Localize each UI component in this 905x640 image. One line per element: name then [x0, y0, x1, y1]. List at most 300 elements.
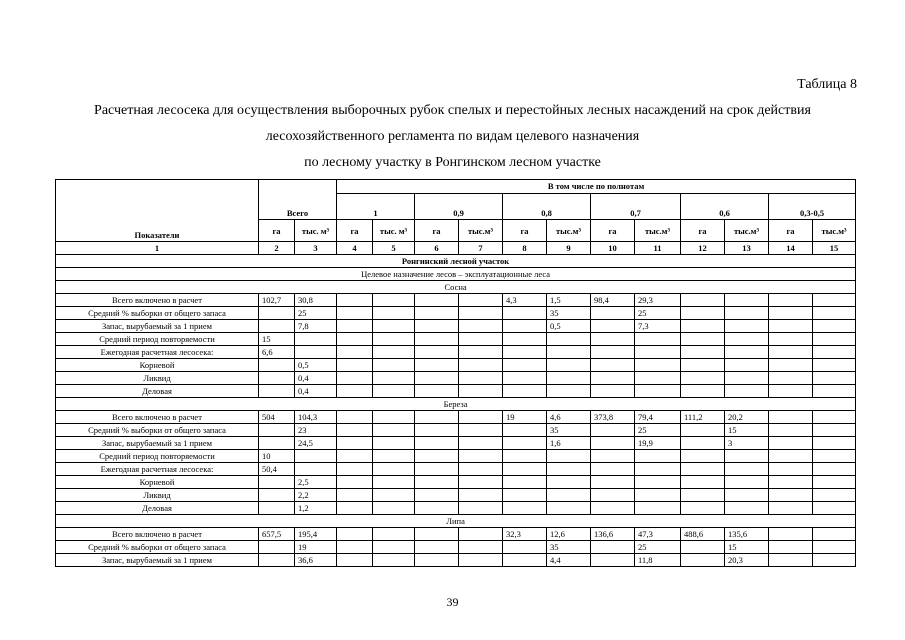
- table-cell: 2,2: [295, 489, 337, 502]
- table-cell: [415, 554, 459, 567]
- table-cell: [725, 489, 769, 502]
- header-indicators: Показатели: [56, 180, 259, 242]
- table-cell: [259, 476, 295, 489]
- column-number: 4: [337, 242, 373, 255]
- table-cell: [769, 294, 813, 307]
- section-title-row-label: Ронгинский лесной участок: [56, 255, 856, 268]
- table-cell: [373, 346, 415, 359]
- table-cell: [337, 450, 373, 463]
- header-density: 0,3-0,5: [769, 194, 856, 220]
- table-cell: 136,6: [591, 528, 635, 541]
- table-cell: 23: [295, 424, 337, 437]
- table-cell: [547, 450, 591, 463]
- species-row-sosna: [56, 281, 856, 294]
- table-cell: [337, 385, 373, 398]
- table-cell: [373, 411, 415, 424]
- table-cell: [415, 541, 459, 554]
- table-cell: [635, 385, 681, 398]
- table-cell: [813, 489, 856, 502]
- table-cell: [503, 476, 547, 489]
- table-cell: [459, 294, 503, 307]
- table-cell: [415, 450, 459, 463]
- table-cell: [415, 424, 459, 437]
- table-cell: [373, 554, 415, 567]
- table-cell: [415, 294, 459, 307]
- table-cell: [547, 385, 591, 398]
- column-number: 5: [373, 242, 415, 255]
- table-title-line-3: по лесному участку в Ронгинском лесном участке: [304, 155, 601, 170]
- table-cell: [681, 476, 725, 489]
- table-cell: [591, 307, 635, 320]
- table-cell: [547, 463, 591, 476]
- table-row: [56, 554, 856, 567]
- table-cell: [373, 541, 415, 554]
- table-cell: [373, 463, 415, 476]
- table-cell: [459, 385, 503, 398]
- table-row: [56, 541, 856, 554]
- section-title-row: [56, 255, 856, 268]
- table-cell: [459, 554, 503, 567]
- table-cell: [415, 346, 459, 359]
- table-cell: [681, 294, 725, 307]
- table-row: [56, 411, 856, 424]
- table-cell: [635, 463, 681, 476]
- table-cell: [459, 424, 503, 437]
- species-row-sosna-label: Сосна: [56, 281, 856, 294]
- table-cell: [259, 320, 295, 333]
- table-cell: [415, 489, 459, 502]
- table-cell: 111,2: [681, 411, 725, 424]
- table-cell: [725, 307, 769, 320]
- table-cell: [769, 307, 813, 320]
- header-unit: тыс.м³: [725, 220, 769, 242]
- species-row-bereza-label: Береза: [56, 398, 856, 411]
- table-cell: [591, 346, 635, 359]
- table-cell: [635, 333, 681, 346]
- table-row: [56, 346, 856, 359]
- table-cell: [681, 554, 725, 567]
- table-cell: [591, 424, 635, 437]
- table-cell: [813, 541, 856, 554]
- table-cell: [415, 385, 459, 398]
- table-cell: 4,3: [503, 294, 547, 307]
- row-label: Ежегодная расчетная лесосека:: [56, 463, 259, 476]
- table-cell: [813, 307, 856, 320]
- table-cell: 488,6: [681, 528, 725, 541]
- table-cell: 36,6: [295, 554, 337, 567]
- table-cell: 19,9: [635, 437, 681, 450]
- species-row-bereza: [56, 398, 856, 411]
- table-cell: [769, 359, 813, 372]
- header-by-density: В том числе по полнотам: [337, 180, 856, 194]
- table-cell: 20,2: [725, 411, 769, 424]
- table-cell: [681, 541, 725, 554]
- column-number: 15: [813, 242, 856, 255]
- table-cell: [813, 554, 856, 567]
- table-cell: [373, 424, 415, 437]
- table-cell: [769, 476, 813, 489]
- table-cell: [337, 333, 373, 346]
- column-number: 6: [415, 242, 459, 255]
- header-unit: тыс.м³: [547, 220, 591, 242]
- table-cell: 19: [295, 541, 337, 554]
- allowable-cut-table: [55, 179, 856, 567]
- table-cell: [591, 437, 635, 450]
- table-cell: [725, 450, 769, 463]
- page-number: 39: [446, 595, 459, 609]
- table-cell: [547, 359, 591, 372]
- table-cell: [681, 450, 725, 463]
- table-cell: [259, 424, 295, 437]
- table-cell: [503, 346, 547, 359]
- table-cell: [337, 476, 373, 489]
- table-cell: 79,4: [635, 411, 681, 424]
- table-cell: [547, 372, 591, 385]
- header-density: 0,8: [503, 194, 591, 220]
- table-cell: [591, 359, 635, 372]
- header-unit: га: [591, 220, 635, 242]
- table-cell: [503, 333, 547, 346]
- table-cell: [725, 320, 769, 333]
- table-cell: [415, 502, 459, 515]
- table-cell: [459, 489, 503, 502]
- table-cell: [769, 541, 813, 554]
- table-cell: 19: [503, 411, 547, 424]
- header-density: 1: [337, 194, 415, 220]
- row-label: Корневой: [56, 476, 259, 489]
- table-cell: [337, 541, 373, 554]
- header-unit: га: [681, 220, 725, 242]
- table-label: Таблица 8: [797, 77, 857, 92]
- table-cell: [503, 372, 547, 385]
- table-cell: [813, 424, 856, 437]
- column-number: 1: [56, 242, 259, 255]
- purpose-row: [56, 268, 856, 281]
- table-cell: [769, 489, 813, 502]
- table-cell: 195,4: [295, 528, 337, 541]
- table-cell: [259, 385, 295, 398]
- table-cell: [769, 450, 813, 463]
- table-cell: [769, 346, 813, 359]
- table-cell: [725, 294, 769, 307]
- table-cell: [547, 333, 591, 346]
- header-unit: га: [415, 220, 459, 242]
- table-row: [56, 294, 856, 307]
- table-cell: [373, 333, 415, 346]
- table-cell: [591, 385, 635, 398]
- table-cell: [459, 333, 503, 346]
- table-cell: [813, 437, 856, 450]
- header-density: 0,7: [591, 194, 681, 220]
- table-cell: [725, 502, 769, 515]
- row-label: Средний % выборки от общего запаса: [56, 424, 259, 437]
- table-cell: 35: [547, 541, 591, 554]
- table-cell: [681, 333, 725, 346]
- table-cell: [373, 307, 415, 320]
- header-unit: га: [769, 220, 813, 242]
- species-row-lipa: [56, 515, 856, 528]
- table-cell: [591, 372, 635, 385]
- table-cell: [591, 320, 635, 333]
- row-label: Ежегодная расчетная лесосека:: [56, 346, 259, 359]
- table-cell: 657,5: [259, 528, 295, 541]
- header-unit: га: [503, 220, 547, 242]
- table-row: [56, 489, 856, 502]
- row-label: Запас, вырубаемый за 1 прием: [56, 437, 259, 450]
- table-cell: [503, 437, 547, 450]
- table-row: [56, 424, 856, 437]
- table-cell: [415, 307, 459, 320]
- table-cell: [547, 502, 591, 515]
- table-cell: 0,5: [547, 320, 591, 333]
- table-cell: [337, 502, 373, 515]
- table-cell: [813, 359, 856, 372]
- table-cell: [259, 502, 295, 515]
- table-cell: [415, 476, 459, 489]
- table-cell: [591, 489, 635, 502]
- column-number: 14: [769, 242, 813, 255]
- column-number: 9: [547, 242, 591, 255]
- table-cell: [591, 463, 635, 476]
- table-row: [56, 528, 856, 541]
- header-total: Всего: [259, 180, 337, 220]
- table-cell: [415, 437, 459, 450]
- table-cell: [503, 463, 547, 476]
- table-cell: [503, 541, 547, 554]
- table-cell: [681, 424, 725, 437]
- column-number: 3: [295, 242, 337, 255]
- table-cell: [725, 385, 769, 398]
- table-title-line-2: лесохозяйственного регламента по видам целевого назначения: [265, 129, 640, 144]
- table-cell: [769, 528, 813, 541]
- table-cell: [503, 385, 547, 398]
- table-cell: [635, 450, 681, 463]
- table-cell: [769, 411, 813, 424]
- header-unit: тыс. м³: [295, 220, 337, 242]
- table-cell: [681, 346, 725, 359]
- table-cell: [813, 450, 856, 463]
- table-cell: [813, 502, 856, 515]
- table-cell: [635, 372, 681, 385]
- table-cell: [547, 489, 591, 502]
- table-cell: [459, 359, 503, 372]
- table-cell: 4,6: [547, 411, 591, 424]
- table-cell: [681, 307, 725, 320]
- table-cell: [459, 411, 503, 424]
- table-row: [56, 437, 856, 450]
- table-row: [56, 320, 856, 333]
- table-cell: [813, 372, 856, 385]
- table-cell: [813, 411, 856, 424]
- header-density: 0,9: [415, 194, 503, 220]
- table-cell: 373,8: [591, 411, 635, 424]
- table-cell: [591, 450, 635, 463]
- row-label: Ликвид: [56, 372, 259, 385]
- table-cell: [295, 450, 337, 463]
- table-cell: [337, 424, 373, 437]
- table-cell: 20,3: [725, 554, 769, 567]
- table-cell: [681, 502, 725, 515]
- table-cell: [769, 333, 813, 346]
- table-cell: [459, 372, 503, 385]
- column-number: 12: [681, 242, 725, 255]
- table-cell: [813, 385, 856, 398]
- table-cell: [459, 528, 503, 541]
- table-cell: 7,3: [635, 320, 681, 333]
- table-cell: 47,3: [635, 528, 681, 541]
- header-unit: тыс.м³: [635, 220, 681, 242]
- row-label: Корневой: [56, 359, 259, 372]
- row-label: Средний % выборки от общего запаса: [56, 541, 259, 554]
- table-cell: 25: [295, 307, 337, 320]
- row-label: Запас, вырубаемый за 1 прием: [56, 554, 259, 567]
- table-cell: 11,8: [635, 554, 681, 567]
- table-cell: [813, 346, 856, 359]
- table-cell: 25: [635, 541, 681, 554]
- table-cell: [813, 476, 856, 489]
- table-cell: 29,3: [635, 294, 681, 307]
- table-cell: 35: [547, 424, 591, 437]
- table-cell: [373, 385, 415, 398]
- table-cell: 104,3: [295, 411, 337, 424]
- table-cell: [681, 385, 725, 398]
- table-cell: 1,2: [295, 502, 337, 515]
- table-cell: [459, 541, 503, 554]
- table-cell: [337, 489, 373, 502]
- table-cell: [459, 307, 503, 320]
- table-cell: [591, 502, 635, 515]
- column-number: 13: [725, 242, 769, 255]
- table-cell: [635, 476, 681, 489]
- table-cell: 24,5: [295, 437, 337, 450]
- table-cell: [813, 333, 856, 346]
- table-cell: [725, 476, 769, 489]
- table-cell: [725, 359, 769, 372]
- table-cell: [503, 502, 547, 515]
- table-title-line-1: Расчетная лесосека для осуществления выборочных рубок спелых и перестойных лесных насаждений на срок действия: [94, 103, 811, 118]
- table-cell: 15: [259, 333, 295, 346]
- header-unit: га: [259, 220, 295, 242]
- table-cell: 2,5: [295, 476, 337, 489]
- species-row-lipa-label: Липа: [56, 515, 856, 528]
- table-cell: [459, 437, 503, 450]
- table-cell: [591, 476, 635, 489]
- table-cell: [681, 320, 725, 333]
- table-cell: 12,6: [547, 528, 591, 541]
- table-cell: [337, 359, 373, 372]
- table-cell: [591, 554, 635, 567]
- table-cell: [459, 502, 503, 515]
- table-cell: [459, 320, 503, 333]
- table-cell: [547, 346, 591, 359]
- row-label: Всего включено в расчет: [56, 411, 259, 424]
- table-cell: [681, 489, 725, 502]
- purpose-row-label: Целевое назначение лесов – эксплуатационные леса: [56, 268, 856, 281]
- table-cell: [459, 346, 503, 359]
- table-cell: [503, 450, 547, 463]
- table-cell: [503, 554, 547, 567]
- table-cell: [769, 502, 813, 515]
- row-label: Ликвид: [56, 489, 259, 502]
- table-cell: [415, 359, 459, 372]
- table-cell: 32,3: [503, 528, 547, 541]
- table-cell: [259, 372, 295, 385]
- table-cell: [591, 541, 635, 554]
- column-number: 11: [635, 242, 681, 255]
- table-cell: [459, 450, 503, 463]
- table-cell: [681, 463, 725, 476]
- table-cell: 0,4: [295, 385, 337, 398]
- table-cell: [547, 476, 591, 489]
- table-cell: [373, 450, 415, 463]
- row-label: Запас, вырубаемый за 1 прием: [56, 320, 259, 333]
- table-cell: 135,6: [725, 528, 769, 541]
- column-number: 7: [459, 242, 503, 255]
- table-cell: [635, 502, 681, 515]
- table-cell: [337, 346, 373, 359]
- table-cell: 3: [725, 437, 769, 450]
- table-cell: [725, 463, 769, 476]
- table-cell: [259, 307, 295, 320]
- table-cell: [373, 294, 415, 307]
- header-unit: га: [337, 220, 373, 242]
- table-cell: 1,5: [547, 294, 591, 307]
- table-row: [56, 307, 856, 320]
- table-cell: [725, 372, 769, 385]
- table-row: [56, 476, 856, 489]
- row-label: Деловая: [56, 385, 259, 398]
- table-cell: [337, 437, 373, 450]
- table-cell: [415, 320, 459, 333]
- table-cell: [295, 346, 337, 359]
- table-cell: [459, 476, 503, 489]
- table-cell: [813, 463, 856, 476]
- table-cell: [337, 307, 373, 320]
- column-number: 2: [259, 242, 295, 255]
- table-cell: [813, 320, 856, 333]
- table-cell: [259, 489, 295, 502]
- table-cell: 504: [259, 411, 295, 424]
- row-label: Всего включено в расчет: [56, 294, 259, 307]
- table-cell: [813, 528, 856, 541]
- table-cell: [259, 554, 295, 567]
- table-cell: [681, 437, 725, 450]
- table-row: [56, 502, 856, 515]
- table-cell: 15: [725, 541, 769, 554]
- table-cell: [725, 333, 769, 346]
- table-cell: 50,4: [259, 463, 295, 476]
- table-cell: [415, 528, 459, 541]
- table-cell: [373, 502, 415, 515]
- table-cell: [295, 463, 337, 476]
- header-density: 0,6: [681, 194, 769, 220]
- table-cell: [337, 320, 373, 333]
- table-cell: 25: [635, 424, 681, 437]
- table-cell: [635, 359, 681, 372]
- table-cell: [373, 359, 415, 372]
- table-cell: 10: [259, 450, 295, 463]
- table-cell: [769, 554, 813, 567]
- table-cell: 30,8: [295, 294, 337, 307]
- table-cell: [813, 294, 856, 307]
- header-unit: тыс.м³: [459, 220, 503, 242]
- table-cell: [373, 489, 415, 502]
- table-row: [56, 359, 856, 372]
- table-cell: [725, 346, 769, 359]
- table-cell: [337, 294, 373, 307]
- table-cell: [503, 320, 547, 333]
- row-label: Всего включено в расчет: [56, 528, 259, 541]
